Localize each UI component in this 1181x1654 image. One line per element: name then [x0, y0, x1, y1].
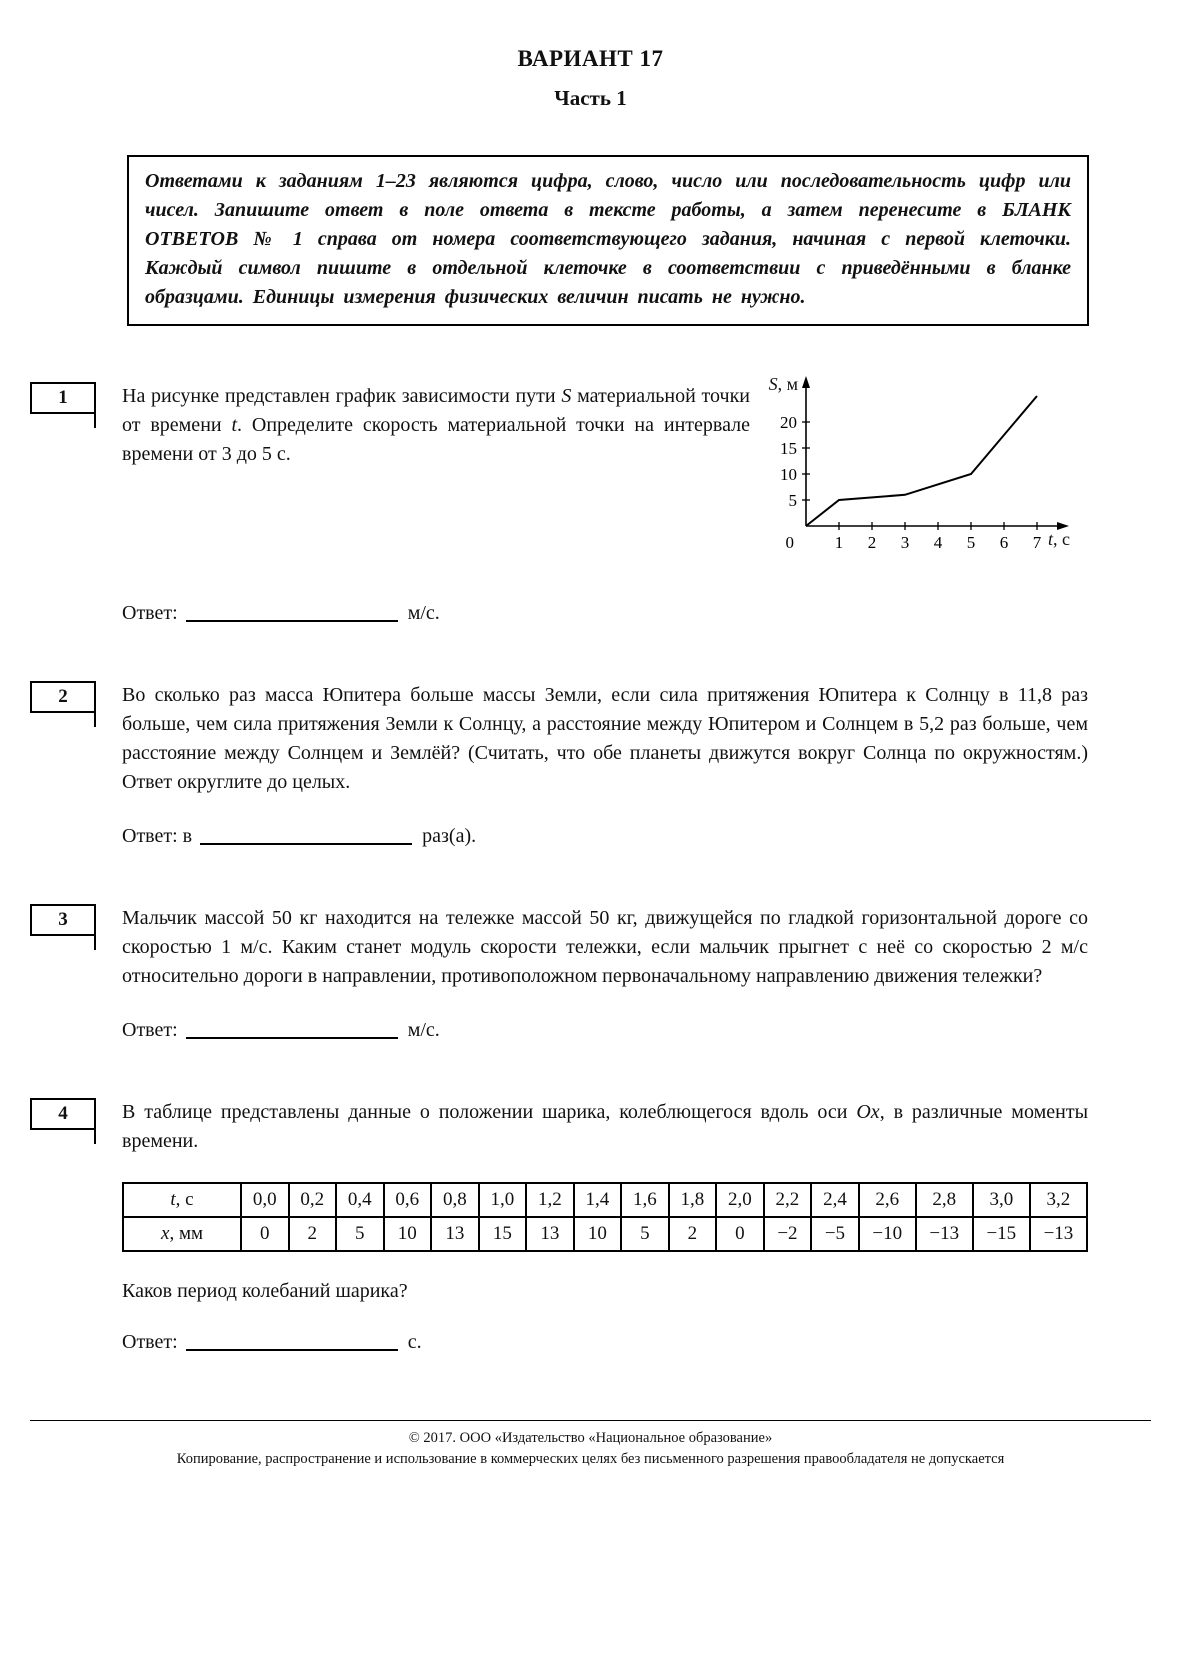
oscillation-data-table [122, 1182, 1088, 1252]
table-cell: 2,6 [859, 1183, 916, 1217]
problem-number-box [30, 681, 96, 713]
svg-text:0: 0 [785, 533, 794, 552]
answer-prefix: Ответ: [122, 1331, 178, 1353]
answer-unit: с. [407, 1331, 422, 1353]
answer-line [122, 600, 1088, 625]
problem-4 [30, 1098, 1088, 1354]
copyright-line: © 2017. ООО «Издательство «Национальное образование» [408, 1430, 773, 1446]
problem-2 [30, 681, 1088, 848]
answer-blank[interactable] [186, 600, 398, 622]
table-cell: 0 [716, 1217, 764, 1251]
table-cell: 3,2 [1030, 1183, 1087, 1217]
table-cell: −13 [916, 1217, 973, 1251]
problem-3 [30, 904, 1088, 1042]
table-cell: 2,8 [916, 1183, 973, 1217]
table-cell: −15 [973, 1217, 1030, 1251]
table-cell: 2,2 [764, 1183, 812, 1217]
table-cell: 10 [574, 1217, 622, 1251]
table-row [123, 1217, 1087, 1251]
problem-number: 3 [58, 909, 68, 930]
table-cell: 0,6 [384, 1183, 432, 1217]
table-cell: 2 [289, 1217, 337, 1251]
svg-text:2: 2 [867, 533, 877, 552]
problem-text: Во сколько раз масса Юпитера больше массы Земли, если сила притяжения Юпитера к Солнцу в 11,8 раз больше, чем сила притяжения Земли к Солнцу, а расстояние между Юпитером и Солнцем в 5,2 раз больше, чем расстояние между Солнцем и Землёй? (Считать, что обе планеты движутся вокруг Солнца по окружностям.) Ответ округлите до целых. [122, 684, 1088, 793]
table-cell: 1,0 [479, 1183, 527, 1217]
graph-svg [756, 374, 1078, 562]
answer-line [122, 1017, 1088, 1042]
answer-prefix: Ответ: [122, 602, 178, 624]
problem-number-box [30, 382, 96, 414]
table-cell: 2,0 [716, 1183, 764, 1217]
page-footer [30, 1420, 1151, 1470]
table-cell: 1,2 [526, 1183, 574, 1217]
table-cell: 2 [669, 1217, 717, 1251]
answer-blank[interactable] [200, 823, 412, 845]
answer-unit: м/с. [407, 1019, 440, 1041]
problem-text: На рисунке представлен график зависимости пути S материальной точки от времени t. Определите скорость материальной точки на интервале времени от 3 до 5 с. [122, 385, 750, 465]
svg-text:6: 6 [999, 533, 1009, 552]
table-cell: 1,6 [621, 1183, 669, 1217]
instruction-box [127, 155, 1089, 326]
svg-text:20: 20 [780, 413, 797, 432]
problem-3-number-col [30, 904, 122, 1042]
table-cell: 1,8 [669, 1183, 717, 1217]
table-cell: 15 [479, 1217, 527, 1251]
y-axis-label: S, м [768, 374, 798, 394]
answer-prefix: Ответ: в [122, 825, 193, 847]
problem-text: Мальчик массой 50 кг находится на тележке массой 50 кг, движущейся по гладкой горизонтальной дороге со скоростью 1 м/с. Каким станет модуль скорости тележки, если мальчик прыгнет с неё со скоростью 2 м/с относительно дороги в направлении, противоположном первоначальному направлению движения тележки? [122, 907, 1088, 987]
table-cell: 0 [241, 1217, 289, 1251]
table-cell: 1,4 [574, 1183, 622, 1217]
table-row-header: t, с [123, 1183, 241, 1217]
problem-3-content [122, 904, 1088, 1042]
problem-text: В таблице представлены данные о положении шарика, колеблющегося вдоль оси Ox, в различные моменты времени. [122, 1101, 1089, 1152]
answer-unit: м/с. [407, 602, 440, 624]
answer-prefix: Ответ: [122, 1019, 178, 1041]
table-cell: 0,0 [241, 1183, 289, 1217]
table-cell: 5 [621, 1217, 669, 1251]
problem-1-number-col [30, 382, 122, 625]
instruction-text: Ответами к заданиям 1–23 являются цифра, слово, число или последовательность цифр или чисел. Запишите ответ в поле ответа в тексте работы, а затем перенесите в БЛАНК ОТВЕТОВ № 1 справа от номера соответствующего задания, начиная с первой клеточки. Каждый символ пишите в отдельной клеточке в соответствии с приведёнными в бланке образцами. Единицы измерения физических величин писать не нужно. [145, 170, 1071, 308]
answer-line [122, 1329, 1088, 1354]
svg-text:3: 3 [900, 533, 910, 552]
table-cell: 0,8 [431, 1183, 479, 1217]
table-cell: 13 [526, 1217, 574, 1251]
problem-4-number-col [30, 1098, 122, 1354]
problem-number-box [30, 904, 96, 936]
answer-blank[interactable] [186, 1329, 398, 1351]
svg-text:1: 1 [834, 533, 844, 552]
answer-unit: раз(а). [422, 825, 477, 847]
answer-line [122, 823, 1088, 848]
answer-blank[interactable] [186, 1017, 398, 1039]
svg-text:5: 5 [788, 491, 797, 510]
x-axis-label: t, с [1048, 529, 1071, 549]
problem-number-box [30, 1098, 96, 1130]
table-row [123, 1183, 1087, 1217]
problem-1-content [122, 374, 1088, 625]
table-cell: −2 [764, 1217, 812, 1251]
problem-number: 1 [58, 387, 68, 408]
table-cell: 0,2 [289, 1183, 337, 1217]
svg-text:15: 15 [780, 439, 797, 458]
problem-4-content [122, 1098, 1088, 1354]
svg-text:10: 10 [780, 465, 797, 484]
problem-number: 4 [58, 1103, 68, 1124]
problem-1 [30, 374, 1088, 625]
table-cell: 5 [336, 1217, 384, 1251]
part-title: Часть 1 [554, 86, 627, 110]
table-cell: 0,4 [336, 1183, 384, 1217]
path-time-graph [756, 374, 1088, 574]
problem-2-content [122, 681, 1088, 848]
table-cell: −5 [811, 1217, 859, 1251]
variant-title: ВАРИАНТ 17 [517, 46, 664, 71]
table-cell: 10 [384, 1217, 432, 1251]
table-cell: −13 [1030, 1217, 1087, 1251]
problem-2-number-col [30, 681, 122, 848]
svg-text:7: 7 [1032, 533, 1042, 552]
svg-text:5: 5 [966, 533, 976, 552]
svg-text:4: 4 [933, 533, 943, 552]
table-cell: 3,0 [973, 1183, 1030, 1217]
table-cell: −10 [859, 1217, 916, 1251]
table-row-header: x, мм [123, 1217, 241, 1251]
problem-number: 2 [58, 686, 68, 707]
copying-notice: Копирование, распространение и использование в коммерческих целях без письменного разрешения правообладателя не допускается [176, 1451, 1005, 1468]
problem-question: Каков период колебаний шарика? [122, 1280, 408, 1302]
table-cell: 2,4 [811, 1183, 859, 1217]
table-cell: 13 [431, 1217, 479, 1251]
